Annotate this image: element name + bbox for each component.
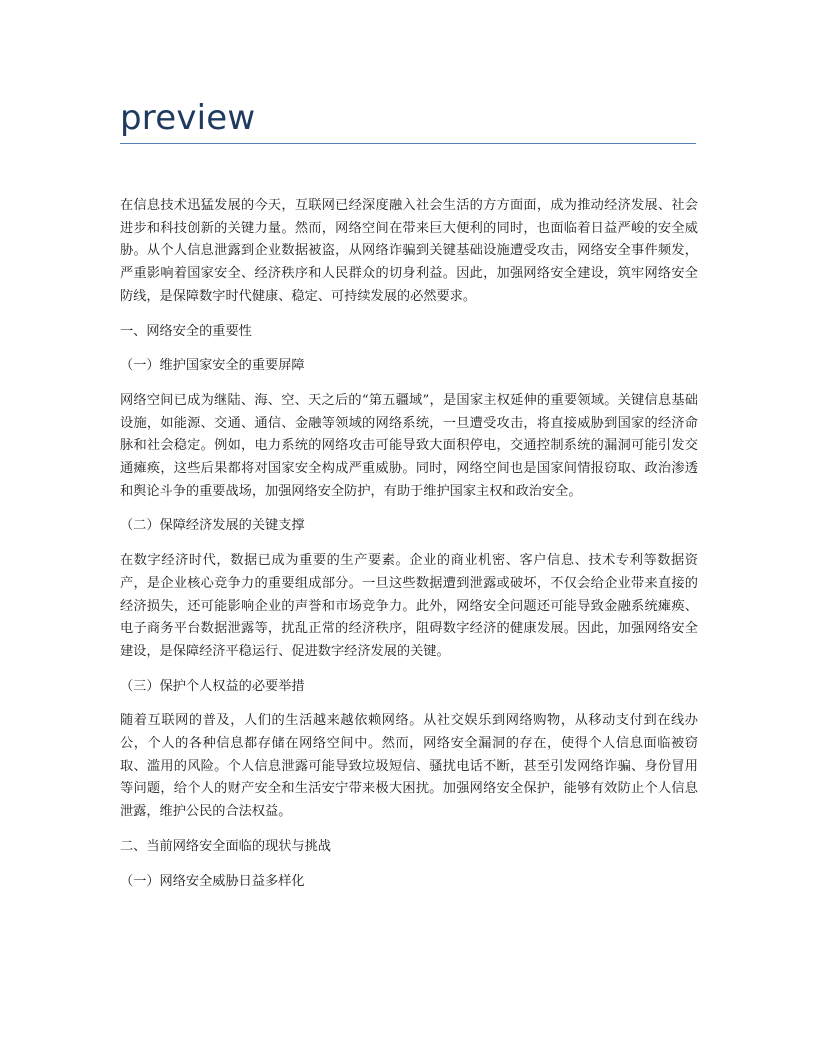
intro-paragraph: 在信息技术迅猛发展的今天，互联网已经深度融入社会生活的方方面面，成为推动经济发展、社会进步和科技创新的关键力量。然而，网络空间在带来巨大便利的同时，也面临着日益严峻的安全威胁。从个人信息泄露到企业数据被盗，从网络诈骗到关键基础设施遭受攻击，网络安全事件频发，严重影响着国家安全、经济秩序和人民群众的切身利益。因此，加强网络安全建设，筑牢网络安全防线，是保障数字时代健康、稳定、可持续发展的必然要求。	[120, 198, 698, 304]
subsection-heading: （一）网络安全威胁日益多样化	[120, 873, 305, 889]
section-heading: 二、当前网络安全面临的现状与挑战	[120, 838, 331, 854]
body-paragraph: 在数字经济时代，数据已成为重要的生产要素。企业的商业机密、客户信息、技术专利等数据资产，是企业核心竞争力的重要组成部分。一旦这些数据遭到泄露或破坏，不仅会给企业带来直接的经济损失，还可能影响企业的声誉和市场竞争力。此外，网络安全问题还可能导致金融系统瘫痪、电子商务平台数据泄露等，扰乱正常的经济秩序，阻碍数字经济的健康发展。因此，加强网络安全建设，是保障经济平稳运行、促进数字经济发展的关键。	[120, 553, 698, 659]
body-paragraph: 网络空间已成为继陆、海、空、天之后的“第五疆域”，是国家主权延伸的重要领域。关键信息基础设施，如能源、交通、通信、金融等领域的网络系统，一旦遭受攻击，将直接威胁到国家的经济命脉和社会稳定。例如，电力系统的网络攻击可能导致大面积停电，交通控制系统的漏洞可能引发交通瘫痪，这些后果都将对国家安全构成严重威胁。同时，网络空间也是国家间情报窃取、政治渗透和舆论斗争的重要战场，加强网络安全防护，有助于维护国家主权和政治安全。	[120, 392, 698, 499]
document-title: preview	[120, 98, 256, 138]
section-heading: 一、网络安全的重要性	[120, 323, 252, 339]
subsection-heading: （三）保护个人权益的必要举措	[120, 678, 305, 694]
subsection-heading: （二）保障经济发展的关键支撑	[120, 518, 305, 534]
document-body	[120, 195, 698, 905]
title-underline	[120, 143, 696, 144]
subsection-heading: （一）维护国家安全的重要屏障	[120, 358, 305, 374]
body-paragraph: 随着互联网的普及，人们的生活越来越依赖网络。从社交娱乐到网络购物，从移动支付到在线办公，个人的各种信息都存储在网络空间中。然而，网络安全漏洞的存在，使得个人信息面临被窃取、滥用的风险。个人信息泄露可能导致垃圾短信、骚扰电话不断，甚至引发网络诈骗、身份冒用等问题，给个人的财产安全和生活安宁带来极大困扰。加强网络安全保护，能够有效防止个人信息泄露，维护公民的合法权益。	[120, 713, 698, 820]
